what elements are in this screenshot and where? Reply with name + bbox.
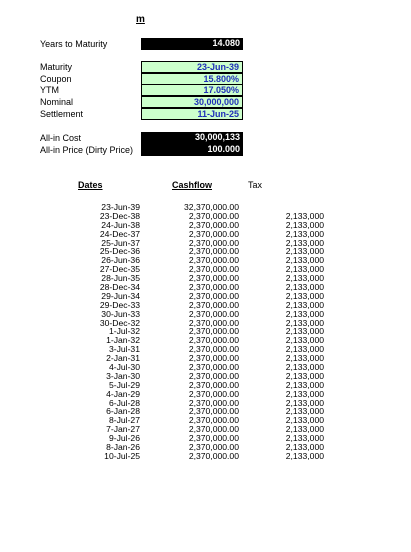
date-cell: 7-Jan-27 [106, 424, 140, 435]
tax-cell: 2,133,000 [285, 264, 324, 275]
cashflow-cell: 2,370,000.00 [188, 388, 239, 399]
cashflow-cell: 2,370,000.00 [188, 210, 239, 221]
coupon-input[interactable]: 15.800% [141, 73, 243, 85]
coupon-label: Coupon [40, 74, 72, 84]
date-cell: 30-Jun-33 [101, 308, 140, 319]
tax-cell: 2,133,000 [285, 397, 324, 408]
tax-cell: 2,133,000 [285, 246, 324, 257]
date-cell: 30-Dec-32 [99, 317, 140, 328]
cashflow-cell: 2,370,000.00 [188, 424, 239, 435]
cashflow-cell: 2,370,000.00 [188, 219, 239, 230]
tax-cell: 2,133,000 [285, 450, 324, 461]
nominal-label: Nominal [40, 97, 74, 107]
cashflow-cell: 2,370,000.00 [188, 228, 239, 239]
date-cell: 6-Jan-28 [106, 406, 140, 417]
tax-cell: 2,133,000 [285, 353, 324, 364]
cashflow-cell: 2,370,000.00 [188, 317, 239, 328]
cashflow-table [0, 203, 411, 461]
tax-cell: 2,133,000 [285, 282, 324, 293]
cashflow-cell: 32,370,000.00 [184, 202, 239, 212]
date-cell: 24-Jun-38 [101, 219, 140, 230]
tax-cell: 2,133,000 [285, 299, 324, 310]
date-cell: 3-Jan-30 [106, 370, 140, 381]
tax-cell: 2,133,000 [285, 415, 324, 426]
tax-cell: 2,133,000 [285, 290, 324, 301]
date-cell: 1-Jul-32 [108, 326, 140, 337]
all-in-price-label: All-in Price (Dirty Price) [40, 145, 134, 155]
date-cell: 23-Dec-38 [99, 210, 140, 221]
tax-cell: 2,133,000 [285, 344, 324, 355]
cashflow-cell: 2,370,000.00 [188, 353, 239, 364]
tax-cell: 2,133,000 [285, 326, 324, 337]
nominal-input[interactable]: 30,000,000 [141, 96, 243, 108]
cashflow-cell: 2,370,000.00 [188, 246, 239, 257]
tax-cell: 2,133,000 [285, 362, 324, 373]
cashflow-header: Cashflow [172, 180, 213, 190]
all-in-price-value: 100.000 [141, 144, 243, 156]
tax-cell: 2,133,000 [285, 273, 324, 284]
tax-cell: 2,133,000 [285, 424, 324, 435]
cashflow-cell: 2,370,000.00 [188, 335, 239, 346]
all-in-cost-label: All-in Cost [40, 133, 82, 143]
cashflow-cell: 2,370,000.00 [188, 255, 239, 266]
cashflow-cell: 2,370,000.00 [188, 299, 239, 310]
cashflow-cell: 2,370,000.00 [188, 273, 239, 284]
maturity-input[interactable]: 23-Jun-39 [141, 61, 243, 73]
tax-cell: 2,133,000 [285, 433, 324, 444]
cashflow-cell: 2,370,000.00 [188, 326, 239, 337]
date-cell: 4-Jul-30 [108, 362, 140, 373]
cashflow-cell: 2,370,000.00 [188, 397, 239, 408]
tax-cell: 2,133,000 [285, 210, 324, 221]
settlement-input[interactable]: 11-Jun-25 [141, 108, 243, 120]
maturity-label: Maturity [40, 62, 73, 72]
cashflow-cell: 2,370,000.00 [188, 433, 239, 444]
date-cell: 9-Jul-26 [108, 433, 140, 444]
date-cell: 28-Dec-34 [99, 282, 140, 293]
date-cell: 5-Jul-29 [108, 379, 140, 390]
date-cell: 26-Jun-36 [101, 255, 140, 266]
tax-cell: 2,133,000 [285, 237, 324, 248]
tax-cell: 2,133,000 [285, 317, 324, 328]
cashflow-cell: 2,370,000.00 [188, 290, 239, 301]
cashflow-cell: 2,370,000.00 [188, 282, 239, 293]
dates-header: Dates [78, 180, 103, 190]
tax-cell: 2,133,000 [285, 228, 324, 239]
date-cell: 29-Dec-33 [99, 299, 140, 310]
cashflow-cell: 2,370,000.00 [188, 450, 239, 461]
cashflow-cell: 2,370,000.00 [188, 415, 239, 426]
tax-cell: 2,133,000 [285, 255, 324, 266]
date-cell: 4-Jan-29 [106, 388, 140, 399]
cashflow-cell: 2,370,000.00 [188, 264, 239, 275]
date-cell: 25-Jun-37 [101, 237, 140, 248]
date-cell: 6-Jul-28 [108, 397, 140, 408]
cashflow-cell: 2,370,000.00 [188, 344, 239, 355]
date-cell: 28-Jun-35 [101, 273, 140, 284]
cashflow-cell: 2,370,000.00 [188, 370, 239, 381]
ytm-input[interactable]: 17.050% [141, 84, 243, 96]
tax-cell: 2,133,000 [285, 219, 324, 230]
date-cell: 25-Dec-36 [99, 246, 140, 257]
date-cell: 29-Jun-34 [101, 290, 140, 301]
settlement-label: Settlement [40, 109, 84, 119]
date-cell: 1-Jan-32 [106, 335, 140, 346]
tax-cell: 2,133,000 [285, 370, 324, 381]
cashflow-cell: 2,370,000.00 [188, 308, 239, 319]
cashflow-cell: 2,370,000.00 [188, 379, 239, 390]
cashflow-cell: 2,370,000.00 [188, 237, 239, 248]
sheet-title: m [136, 14, 145, 25]
date-cell: 8-Jul-27 [108, 415, 140, 426]
tax-cell: 2,133,000 [285, 442, 324, 453]
date-cell: 10-Jul-25 [104, 450, 140, 461]
date-cell: 23-Jun-39 [101, 202, 140, 212]
date-cell: 8-Jan-26 [106, 442, 140, 453]
tax-cell: 2,133,000 [285, 308, 324, 319]
cashflow-cell: 2,370,000.00 [188, 362, 239, 373]
tax-cell: 2,133,000 [285, 406, 324, 417]
ytm-label: YTM [40, 85, 59, 95]
years-to-maturity-label: Years to Maturity [40, 39, 108, 49]
tax-header: Tax [248, 180, 263, 190]
date-cell: 3-Jul-31 [108, 344, 140, 355]
years-to-maturity-value: 14.080 [141, 38, 243, 50]
all-in-cost-value: 30,000,133 [141, 132, 243, 144]
date-cell: 2-Jan-31 [106, 353, 140, 364]
tax-cell: 2,133,000 [285, 335, 324, 346]
date-cell: 24-Dec-37 [99, 228, 140, 239]
tax-cell: 2,133,000 [285, 379, 324, 390]
cashflow-cell: 2,370,000.00 [188, 406, 239, 417]
table-row [0, 452, 411, 461]
cashflow-cell: 2,370,000.00 [188, 442, 239, 453]
date-cell: 27-Dec-35 [99, 264, 140, 275]
tax-cell: 2,133,000 [285, 388, 324, 399]
